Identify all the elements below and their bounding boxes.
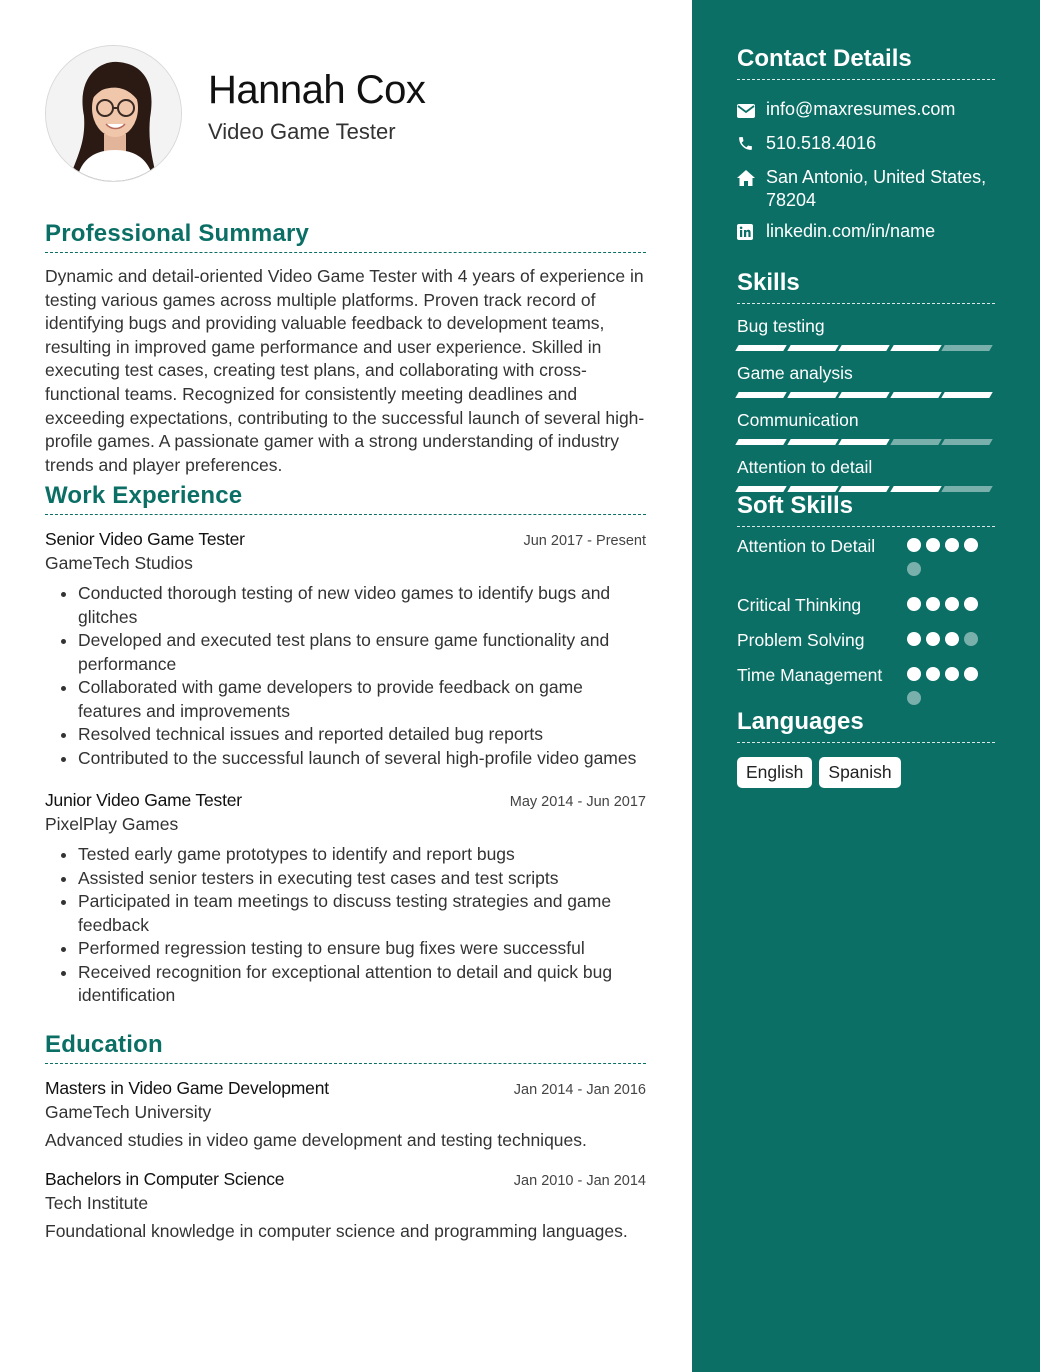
avatar — [45, 45, 182, 182]
skill-label: Attention to detail — [737, 457, 873, 477]
rating-dot — [926, 632, 940, 646]
rating-dot — [964, 667, 978, 681]
skill-item — [737, 316, 995, 351]
soft-skills-list — [737, 535, 995, 715]
degree-description: Foundational knowledge in computer science and programming languages. — [45, 1220, 628, 1241]
linkedin-icon — [737, 223, 759, 246]
skill-level-segment — [735, 392, 786, 398]
contact-email — [737, 98, 995, 124]
summary-section — [45, 220, 646, 477]
job-date: May 2014 - Jun 2017 — [509, 794, 646, 810]
languages-section — [737, 708, 995, 788]
soft-skill-item — [737, 594, 995, 621]
skill-level-segment — [838, 392, 889, 398]
list-item: • Tested early game prototypes to identify and report bugs — [78, 843, 646, 867]
contact-phone — [737, 132, 995, 158]
language-tag: Spanish — [819, 757, 900, 788]
school-name: Tech Institute — [45, 1192, 149, 1213]
list-item: • Collaborated with game developers to provide feedback on game features and improvements — [78, 676, 646, 723]
job-company: PixelPlay Games — [45, 814, 179, 834]
skill-label: Bug testing — [737, 316, 825, 336]
degree-description: Advanced studies in video game development and testing techniques. — [45, 1130, 587, 1150]
job-role: Senior Video Game Tester — [45, 529, 245, 549]
rating-dot — [964, 597, 978, 611]
phone-text: 510.518.4016 — [766, 133, 877, 153]
language-tags — [737, 757, 995, 788]
list-item: • Conducted thorough testing of new video games to identify bugs and glitches — [78, 582, 646, 629]
envelope-icon — [737, 101, 759, 124]
degree-name: Masters in Video Game Development — [45, 1078, 329, 1098]
list-item: • Received recognition for exceptional attention to detail and quick bug identification — [78, 961, 646, 1008]
education-section — [45, 1031, 646, 1243]
rating-dot — [945, 667, 959, 681]
profile-photo-icon — [46, 46, 182, 182]
section-heading: Work Experience — [45, 482, 243, 509]
section-heading: Languages — [737, 708, 864, 735]
rating-dot — [945, 538, 959, 552]
soft-skill-label: Critical Thinking — [737, 595, 862, 615]
job-entry — [45, 790, 646, 1008]
contact-address — [737, 166, 995, 212]
list-item: • Resolved technical issues and reported detailed bug reports — [78, 723, 646, 747]
skill-level-segment — [838, 345, 889, 351]
skill-item — [737, 410, 995, 445]
degree-date: Jan 2014 - Jan 2016 — [513, 1082, 646, 1098]
phone-icon — [737, 135, 759, 158]
section-heading: Contact Details — [737, 45, 912, 72]
list-item: • Performed regression testing to ensure bug fixes were successful — [78, 937, 646, 961]
candidate-title: Video Game Tester — [208, 119, 396, 144]
address-text: San Antonio, United States, 78204 — [766, 167, 987, 210]
summary-text: Dynamic and detail-oriented Video Game Tester with 4 years of experience in testing various games across multiple platforms. Proven track record of identifying bugs and providing valuable feedback to development teams, resulting in improved game performance and user experience. Skilled in executing test cases, creating test plans, and collaborating with cross-functional teams. Recognized for consistently meeting deadlines and exceeding expectations, contributing to the successful launch of several high-profile games. A passionate gamer with a strong understanding of industry trends and player preferences. — [45, 266, 645, 475]
rating-dot — [964, 632, 978, 646]
skill-label: Game analysis — [737, 363, 853, 383]
section-divider — [737, 742, 995, 743]
section-heading: Skills — [737, 269, 800, 296]
degree-name: Bachelors in Computer Science — [45, 1168, 285, 1189]
skill-item — [737, 457, 995, 492]
rating-dot — [945, 632, 959, 646]
list-item: • Participated in team meetings to discuss testing strategies and game feedback — [78, 890, 646, 937]
school-name: GameTech University — [45, 1102, 212, 1122]
soft-skill-item — [737, 629, 995, 656]
soft-skill-rating — [907, 535, 983, 586]
soft-skill-item — [737, 535, 995, 586]
rating-dot — [907, 538, 921, 552]
list-item: • Developed and executed test plans to ensure game functionality and performance — [78, 629, 646, 676]
soft-skill-label: Time Management — [737, 665, 883, 685]
skills-section — [737, 269, 995, 492]
skill-level-segment — [735, 345, 786, 351]
rating-dot — [945, 597, 959, 611]
list-item: • Assisted senior testers in executing test cases and test scripts — [78, 867, 646, 891]
soft-skills-section — [737, 492, 995, 715]
candidate-name: Hannah Cox — [208, 68, 426, 112]
skill-level-bar — [737, 392, 995, 398]
contact-linkedin — [737, 220, 995, 246]
soft-skill-label: Problem Solving — [737, 630, 865, 650]
skill-level-segment — [787, 392, 838, 398]
section-divider — [45, 1063, 646, 1064]
rating-dot — [907, 667, 921, 681]
list-item: • Contributed to the successful launch of several high-profile video games — [78, 747, 646, 771]
skill-label: Communication — [737, 410, 859, 430]
skill-level-segment — [787, 345, 838, 351]
rating-dot — [926, 597, 940, 611]
soft-skill-rating — [907, 594, 983, 621]
soft-skill-label: Attention to Detail — [737, 536, 876, 556]
education-entry — [45, 1169, 646, 1244]
section-heading: Soft Skills — [737, 492, 854, 519]
skill-level-bar — [737, 345, 995, 351]
skill-item — [737, 363, 995, 398]
section-divider — [737, 526, 995, 527]
skill-level-segment — [942, 345, 993, 351]
job-bullets — [45, 843, 646, 1008]
section-divider — [737, 303, 995, 304]
skill-level-segment — [838, 439, 889, 445]
section-divider — [45, 252, 646, 253]
section-divider — [45, 514, 646, 515]
sidebar — [692, 0, 1040, 1372]
rating-dot — [907, 597, 921, 611]
soft-skill-rating — [907, 629, 983, 656]
rating-dot — [907, 562, 921, 576]
home-icon — [737, 169, 759, 192]
rating-dot — [964, 538, 978, 552]
skill-level-segment — [735, 439, 786, 445]
skill-level-segment — [890, 345, 941, 351]
section-heading: Professional Summary — [45, 220, 310, 247]
contact-section — [737, 45, 995, 246]
skill-level-segment — [787, 439, 838, 445]
job-entry — [45, 529, 646, 770]
degree-date: Jan 2010 - Jan 2014 — [513, 1172, 646, 1189]
education-entry — [45, 1078, 646, 1153]
job-role: Junior Video Game Tester — [45, 790, 242, 810]
section-heading: Education — [45, 1031, 163, 1058]
rating-dot — [926, 667, 940, 681]
skill-level-segment — [942, 392, 993, 398]
linkedin-text: linkedin.com/in/name — [766, 221, 936, 241]
skills-list — [737, 316, 995, 492]
rating-dot — [907, 691, 921, 705]
skill-level-segment — [890, 439, 941, 445]
language-tag: English — [737, 757, 812, 788]
job-date: Jun 2017 - Present — [523, 533, 646, 549]
rating-dot — [907, 632, 921, 646]
experience-section — [45, 482, 646, 1008]
skill-level-segment — [942, 439, 993, 445]
job-bullets — [45, 582, 646, 770]
skill-level-bar — [737, 439, 995, 445]
rating-dot — [926, 538, 940, 552]
email-text: info@maxresumes.com — [766, 99, 956, 119]
skill-level-segment — [890, 392, 941, 398]
job-company: GameTech Studios — [45, 553, 193, 573]
